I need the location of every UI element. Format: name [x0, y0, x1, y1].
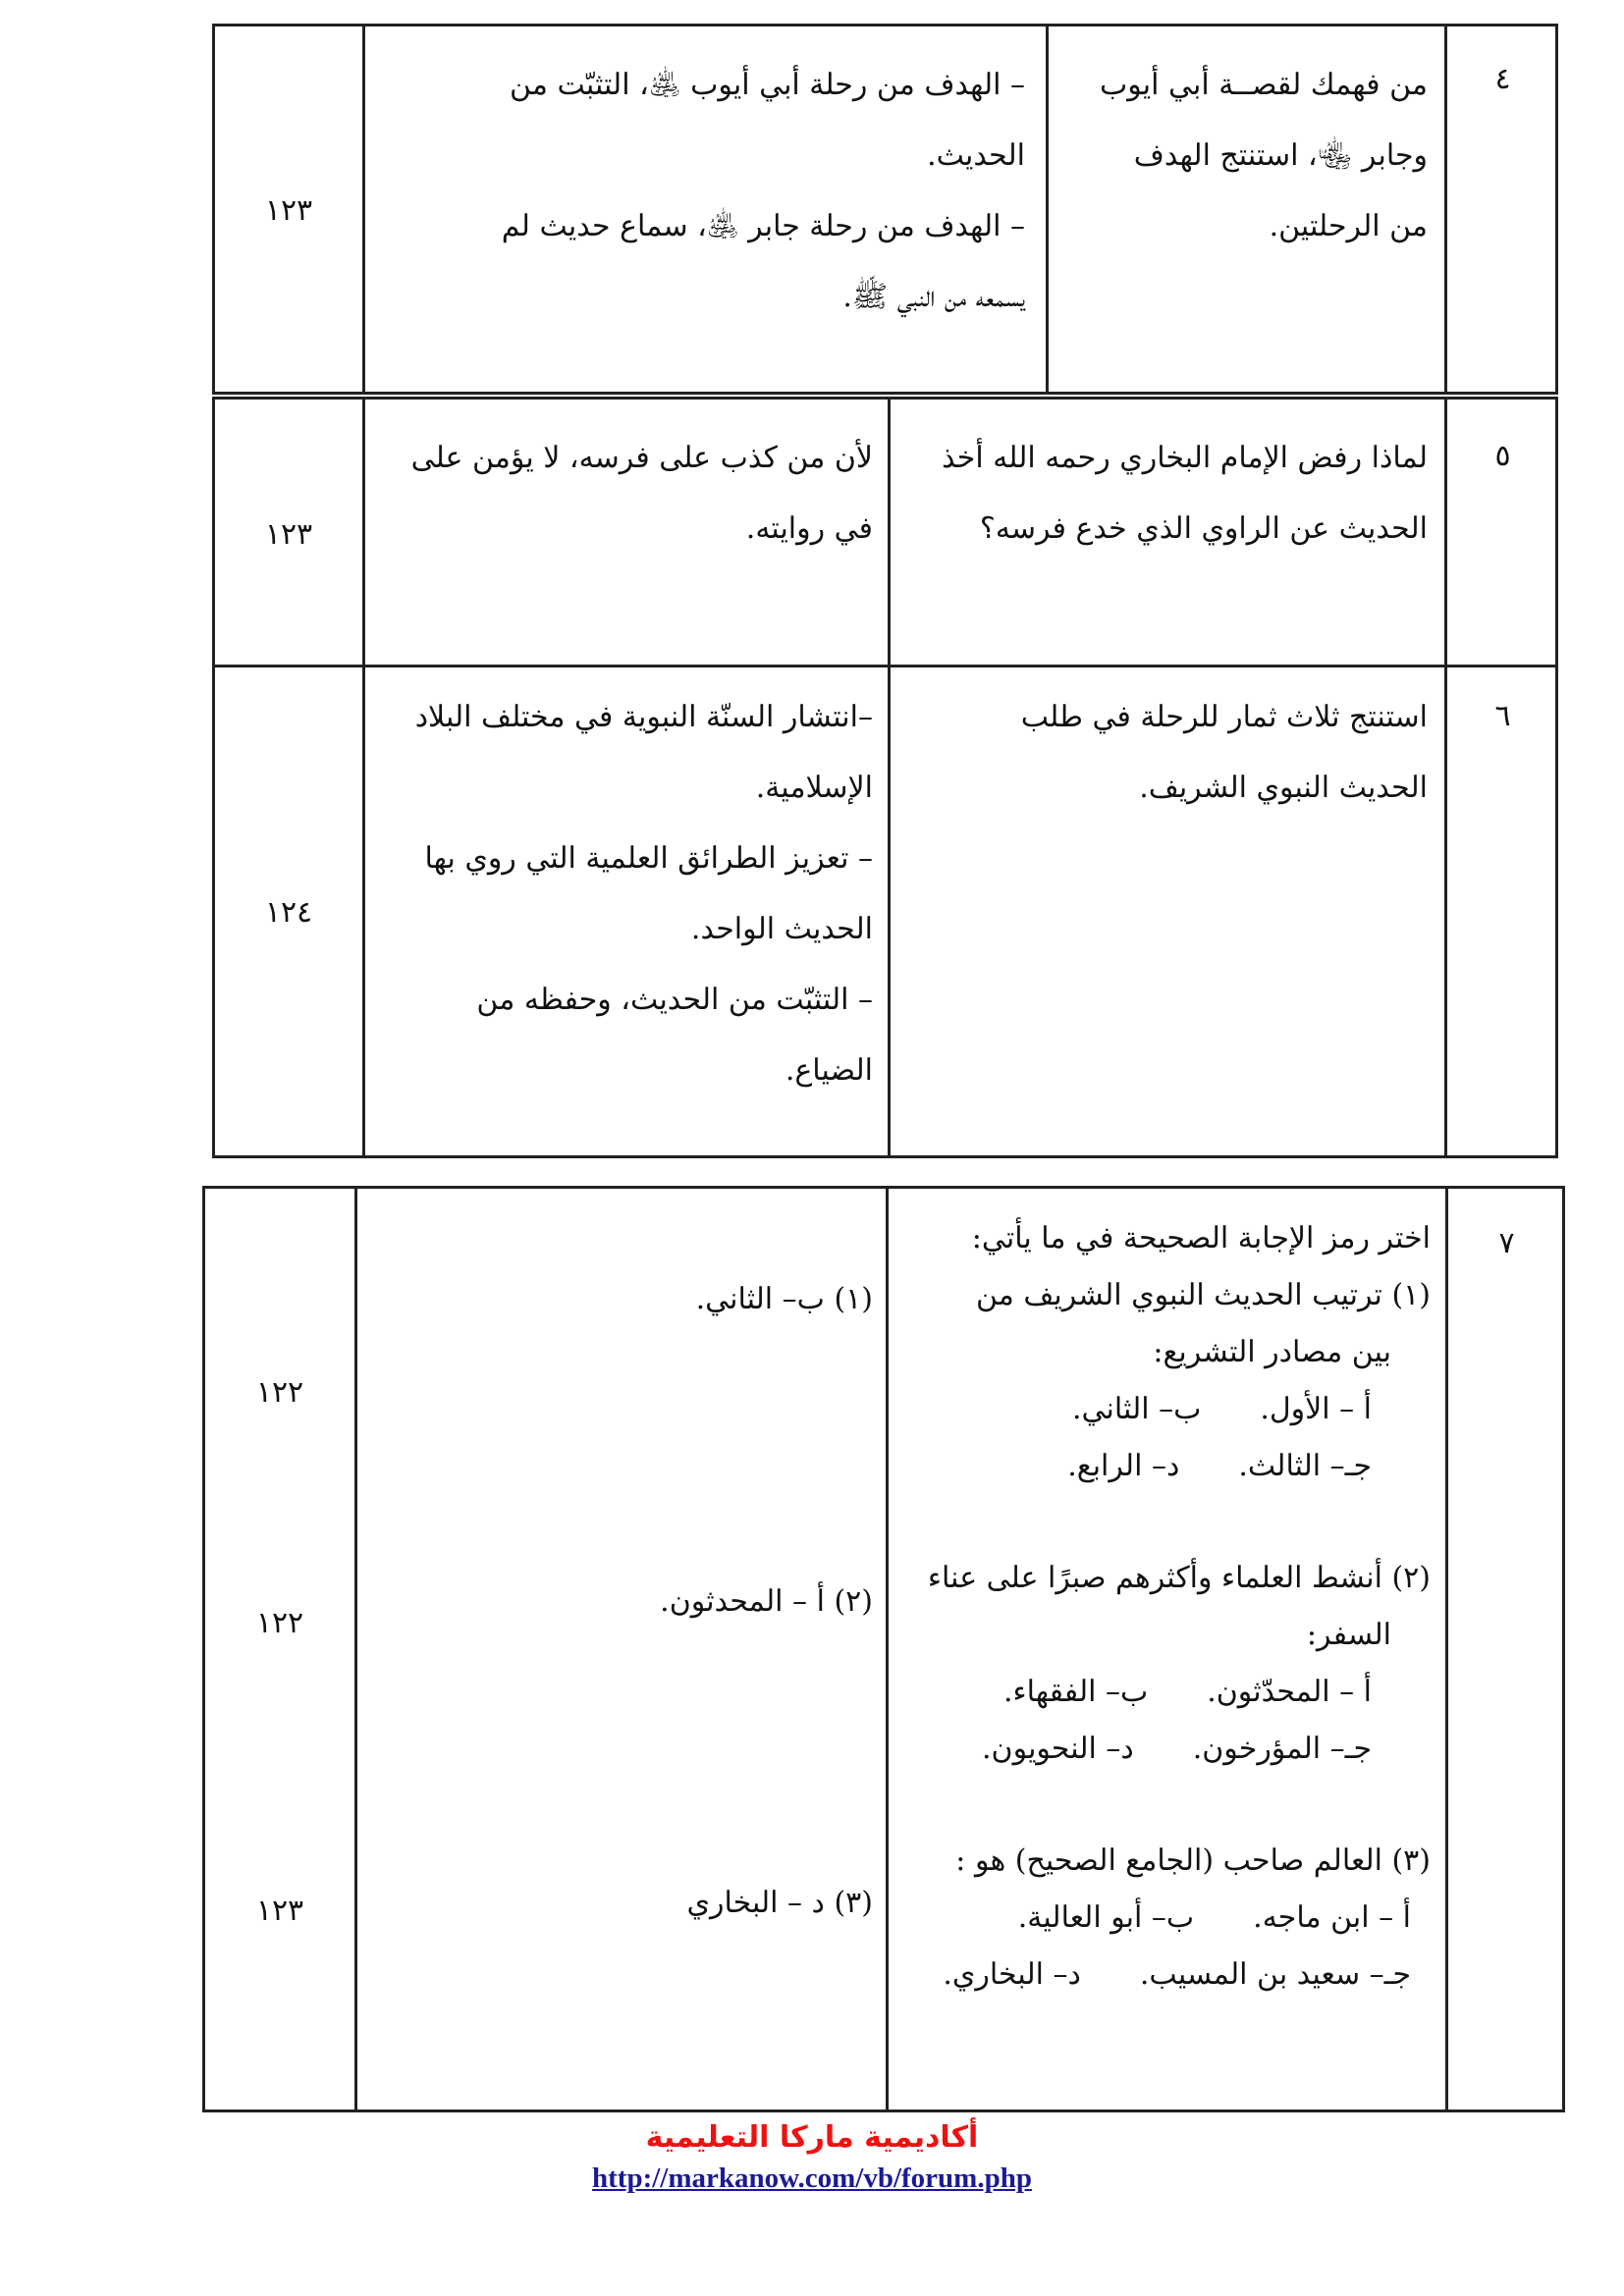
page-number: ١٢٣ — [264, 517, 313, 552]
footer-link[interactable]: http://markanow.com/vb/forum.php — [592, 2163, 1032, 2194]
table-row-4 — [212, 24, 1558, 395]
question-number: ٧ — [1498, 1226, 1515, 1260]
page-number: ١٢٣ — [255, 1894, 304, 1928]
question-text: من فهمك لقصــة أبي أيوب وجابر ﵄، استنتج الهدف من الرحلتين. — [1100, 68, 1428, 243]
question-number: ٤ — [1494, 62, 1511, 96]
answer-text: (٣) د – البخاري — [686, 1886, 873, 1920]
question-text: لماذا رفض الإمام البخاري رحمه الله أخذ الحديث عن الراوي الذي خدع فرسه؟ — [942, 441, 1428, 546]
table-row-7 — [202, 1186, 1565, 2112]
page-number: ١٢٣ — [264, 193, 313, 228]
question-number: ٥ — [1494, 439, 1511, 473]
answer-text: –انتشار السنّة النبوية في مختلف البلاد الإسلامية. – تعزيز الطرائق العلمية التي روي بها الحديث الواحد. – التثبّت من الحديث، وحفظه من الضياع. — [414, 700, 873, 1088]
question-text: اختر رمز الإجابة الصحيحة في ما يأتي: (١) ترتيب الحديث النبوي الشريف من بين مصادر التشريع: أ – الأول.ب– الثاني. جـ– الثالث.د– الرابع. (٢) أنشط العلماء وأكثرهم صبرًا على عناء السفر: أ – المحدّثون.ب– الفقهاء. جـ– المؤرخون.د– النحويون. (٣) العالم صاحب (الجامع الصحيح) هو : أ – ابن ماجه.ب– أبو العالية. جـ– سعيد بن المسيب.د– البخاري. — [927, 1221, 1431, 1992]
question-number: ٦ — [1494, 699, 1511, 733]
answer-text: (٢) أ – المحدثون. — [660, 1584, 873, 1619]
table-rows-5-6 — [212, 397, 1558, 1158]
page-number: ١٢٢ — [255, 1606, 304, 1640]
page-number: ١٢٢ — [255, 1375, 304, 1410]
answer-text: (١) ب– الثاني. — [695, 1282, 873, 1316]
page-number: ١٢٤ — [264, 895, 313, 930]
footer-title: أكاديمية ماركا التعليمية — [645, 2120, 979, 2155]
answer-text: – الهدف من رحلة أبي أيوب ﵁، التثبّت من الحديث. – الهدف من رحلة جابر ﵁، سماع حديث لم يسمعه من النبي ﷺ. — [501, 68, 1025, 314]
question-text: استنتج ثلاث ثمار للرحلة في طلب الحديث النبوي الشريف. — [1020, 700, 1428, 805]
answer-text: لأن من كذب على فرسه، لا يؤمن على في روايته. — [410, 441, 873, 546]
